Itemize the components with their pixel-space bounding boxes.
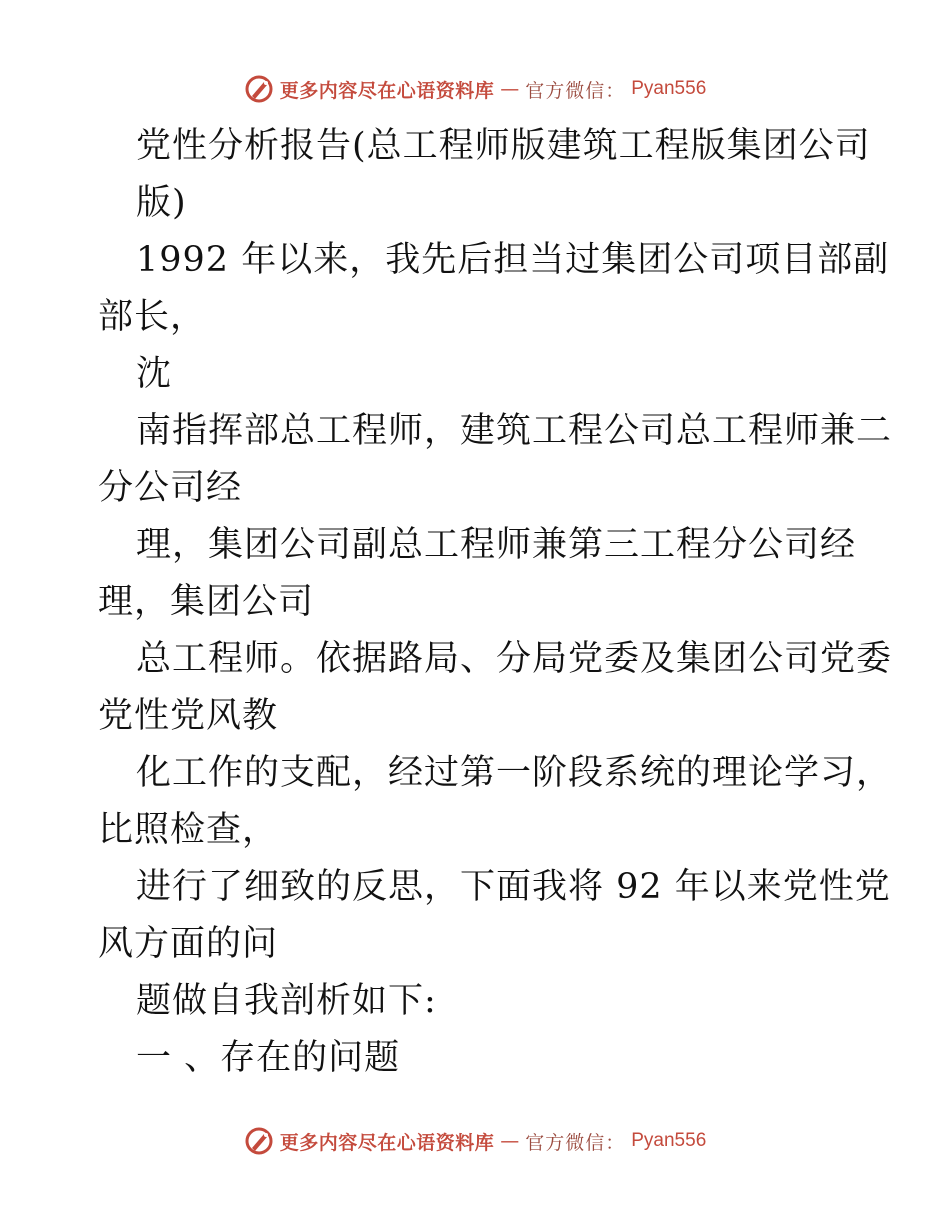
paragraph-line: 理，集团公司 <box>98 582 315 622</box>
paragraph-line: 比照检查， <box>98 810 279 850</box>
watermark-wechat-id: Pyan556 <box>631 1130 707 1151</box>
document-body <box>98 118 893 1087</box>
paragraph-line: 总工程师。依据路局、分局党委及集团公司党委 <box>136 639 893 679</box>
watermark-official-label: 官方微信： <box>525 79 626 102</box>
document-title-line-2: 版) <box>136 183 187 223</box>
paragraph-line: 题做自我剖析如下: <box>136 981 437 1021</box>
section-heading: 一 、存在的问题 <box>136 1038 401 1078</box>
paragraph-line: 部长， <box>98 297 207 337</box>
watermark-text: 更多内容尽在心语资料库 <box>279 79 495 102</box>
document-title-line-1: 党性分析报告(总工程师版建筑工程版集团公司 <box>136 126 871 166</box>
paragraph-line: 分公司经 <box>98 468 243 508</box>
watermark-wechat-id: Pyan556 <box>631 78 707 99</box>
paragraph-line: 化工作的支配，经过第一阶段系统的理论学习， <box>136 753 893 793</box>
paragraph-line: 理，集团公司副总工程师兼第三工程分公司经 <box>136 525 857 565</box>
watermark-official-label: 官方微信： <box>525 1131 626 1154</box>
pen-circle-logo-icon <box>244 74 274 104</box>
paragraph-line: 南指挥部总工程师，建筑工程公司总工程师兼二 <box>136 411 893 451</box>
pen-circle-logo-icon <box>244 1126 274 1156</box>
paragraph-line: 1992 年以来，我先后担当过集团公司项目部副 <box>136 240 890 280</box>
paragraph-line: 党性党风教 <box>98 696 279 736</box>
paragraph-line: 进行了细致的反思，下面我将 92 年以来党性党 <box>136 867 891 907</box>
watermark-dash: — <box>500 1130 520 1152</box>
watermark-text: 更多内容尽在心语资料库 <box>279 1131 495 1154</box>
watermark-dash: — <box>500 78 520 100</box>
header-watermark <box>0 72 950 106</box>
footer-watermark <box>0 1124 950 1158</box>
paragraph-line: 风方面的问 <box>98 924 279 964</box>
paragraph-line: 沈 <box>136 354 173 394</box>
